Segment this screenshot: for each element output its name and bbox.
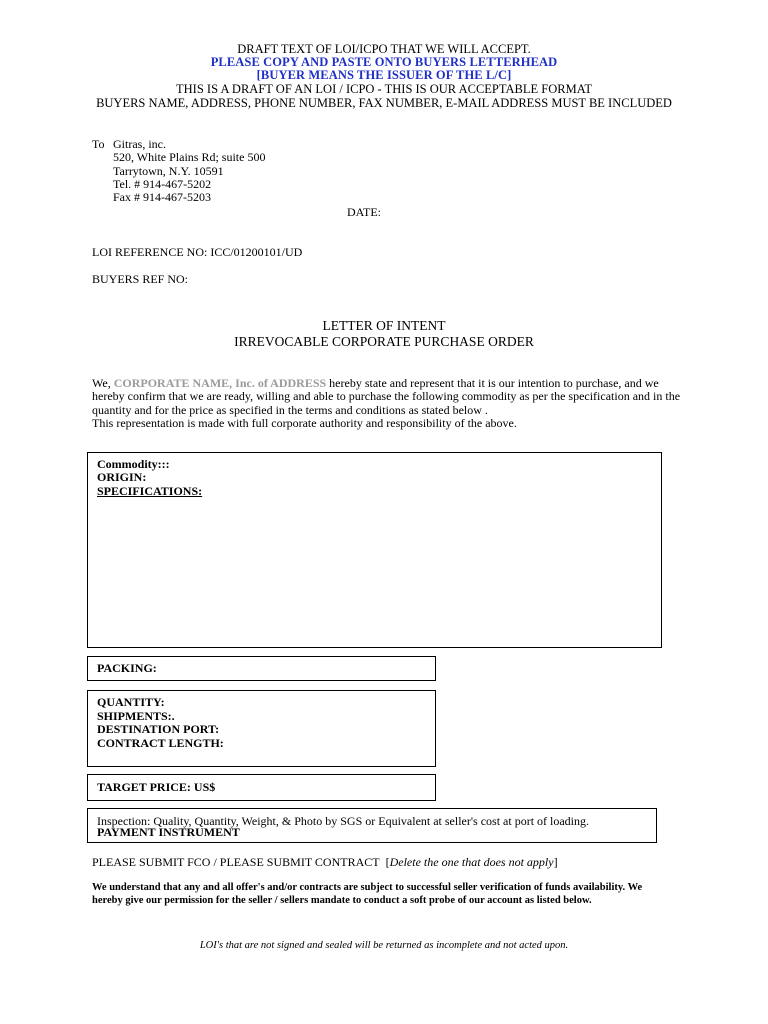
- intro-we: We,: [92, 376, 111, 390]
- origin-label: ORIGIN:: [97, 470, 147, 484]
- to-label: To: [92, 137, 105, 151]
- shipments-label: SHIPMENTS:.: [97, 709, 175, 723]
- submit-note: Delete the one that does not apply: [389, 855, 554, 869]
- intro-line-4: This representation is made with full corporate authority and responsibility of the above.: [92, 415, 517, 430]
- submit-open-bracket: [: [385, 855, 390, 869]
- intro-line-1: [92, 377, 682, 390]
- header-line-2: PLEASE COPY AND PASTE ONTO BUYERS LETTERHEAD: [210, 55, 558, 69]
- intro-line-2: hereby confirm that we are ready, willing and able to purchase the following commodity as per the specification and in the: [92, 389, 681, 404]
- buyers-ref: BUYERS REF NO:: [92, 272, 189, 286]
- funds-line-2: hereby give our permission for the seller / sellers mandate to conduct a soft probe of our account as listed below.: [92, 894, 592, 906]
- target-price-label: TARGET PRICE: US$: [97, 780, 216, 794]
- target-price-box: [87, 774, 436, 801]
- header-line-3: [BUYER MEANS THE ISSUER OF THE L/C]: [256, 68, 512, 82]
- header-line-1: DRAFT TEXT OF LOI/ICPO THAT WE WILL ACCEPT.: [237, 42, 531, 56]
- commodity-label: Commodity:::: [97, 457, 170, 471]
- title-line-2: IRREVOCABLE CORPORATE PURCHASE ORDER: [234, 334, 534, 349]
- funds-paragraph: [92, 882, 692, 907]
- inspection-text: Inspection: Quality, Quantity, Weight, & Photo by SGS or Equivalent at seller's cost at port of loading.: [97, 814, 590, 828]
- destination-port-label: DESTINATION PORT:: [97, 722, 220, 736]
- header-line-4: THIS IS A DRAFT OF AN LOI / ICPO - THIS IS OUR ACCEPTABLE FORMAT: [176, 82, 592, 96]
- intro-line-3: quantity and for the price as specified in the terms and conditions as stated below .: [92, 402, 488, 417]
- submit-line: [92, 856, 558, 869]
- recipient-tel: Tel. # 914-467-5202: [113, 177, 212, 191]
- specifications-label: SPECIFICATIONS:: [97, 484, 203, 498]
- quantity-label: QUANTITY:: [97, 695, 165, 709]
- header-line-5: BUYERS NAME, ADDRESS, PHONE NUMBER, FAX NUMBER, E-MAIL ADDRESS MUST BE INCLUDED: [96, 96, 672, 110]
- inspection-box: [87, 808, 657, 843]
- intro-paragraph: [92, 377, 682, 430]
- payment-instrument-label: PAYMENT INSTRUMENT: [97, 825, 240, 839]
- intro-rest-1: hereby state and represent that it is our intention to purchase, and we: [329, 376, 659, 390]
- recipient-fax: Fax # 914-467-5203: [113, 190, 211, 204]
- corporate-name-placeholder: CORPORATE NAME, Inc. of ADDRESS: [113, 376, 327, 390]
- date-label: DATE:: [347, 205, 381, 219]
- funds-line-1: We understand that any and all offer's and/or contracts are subject to successful seller verification of funds availability. We: [92, 882, 643, 893]
- submit-text: PLEASE SUBMIT FCO / PLEASE SUBMIT CONTRACT: [92, 855, 380, 869]
- submit-close-bracket: ]: [553, 855, 558, 869]
- contract-length-label: CONTRACT LENGTH:: [97, 736, 224, 750]
- loi-reference: LOI REFERENCE NO: ICC/01200101/UD: [92, 245, 303, 259]
- title-line-1: LETTER OF INTENT: [322, 318, 446, 333]
- commodity-box: [87, 452, 662, 648]
- footer-note: LOI's that are not signed and sealed will be returned as incomplete and not acted upon.: [199, 940, 569, 951]
- recipient-street: 520, White Plains Rd; suite 500: [113, 150, 266, 164]
- packing-label: PACKING:: [97, 661, 157, 675]
- quantity-box: [87, 690, 436, 767]
- recipient-name: Gitras, inc.: [113, 137, 166, 151]
- packing-box: [87, 656, 436, 681]
- recipient-city: Tarrytown, N.Y. 10591: [113, 164, 224, 178]
